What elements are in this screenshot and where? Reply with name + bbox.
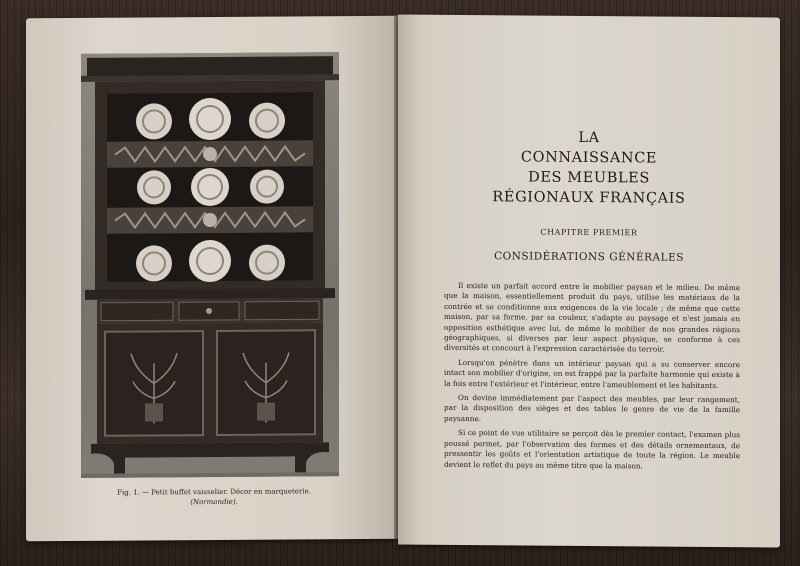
- caption-region: (Normandie).: [190, 497, 238, 507]
- book-title: [398, 126, 780, 209]
- left-page: [26, 16, 402, 542]
- section-heading: CONSIDÉRATIONS GÉNÉRALES: [494, 250, 684, 264]
- title-line-2: CONNAISSANCE: [520, 149, 658, 167]
- title-line-4: RÉGIONAUX FRANÇAIS: [492, 189, 686, 207]
- paragraph-4: Si ce point de vue utilitaire se perçoit dès le premier contact, l'examen plus poussé permet, par l'observation des formes et des détails ornementaux, de pressentir les goûts et l'orientation artistique de toute la région. Le meuble devient le reflet du pays au même titre que la maison.: [444, 428, 740, 470]
- plates-row-3: [136, 240, 285, 283]
- paragraph-3: On devine immédiatement par l'aspect des meubles, par leur rangement, par la disposition des sièges et des tables le genre de vie de la famille paysanne.: [444, 393, 740, 424]
- paragraph-2: Lorsqu'on pénètre dans un intérieur paysan qui a su conserver encore intact son mobilier d'origine, on est frappé par la parfaite harmonie qui existe à la fois entre l'extérieur et l'intérieur, entre l'ameublement et les habitants.: [444, 357, 740, 390]
- plates-row-1: [136, 98, 285, 141]
- chapter-label: CHAPITRE PREMIER: [540, 227, 638, 238]
- counter-top: [85, 288, 335, 300]
- title-line-1: LA: [578, 129, 600, 147]
- paragraph-1: Il existe un parfait accord entre le mobilier paysan et le milieu. De même que la maison, essentiellement produit du pays, utilise les matériaux de la contrée et se conditionne aux exigences de la vie locale ; de même que cette maison, par sa forme, par sa couleur, s'adapte au paysage et n'est jamais en opposition esthétique avec lui, de même le mobilier de nos grandes régions géographiques, si diverses par leur aspect physique, se conforme à ces diversités et concourt à l'expression caractérisée du terroir.: [444, 280, 740, 355]
- body-text: [444, 281, 740, 476]
- caption-label: Fig. 1. — Petit buffet vaisselier. Décor en marqueterie.: [117, 487, 311, 497]
- title-line-3: DES MEUBLES: [528, 169, 650, 187]
- right-page: [398, 14, 780, 547]
- plates-row-2: [137, 168, 284, 207]
- figure-caption: [46, 486, 382, 508]
- cabinet-base: [91, 442, 329, 474]
- buffet-illustration: [81, 52, 339, 478]
- buffet-photograph: [81, 52, 339, 478]
